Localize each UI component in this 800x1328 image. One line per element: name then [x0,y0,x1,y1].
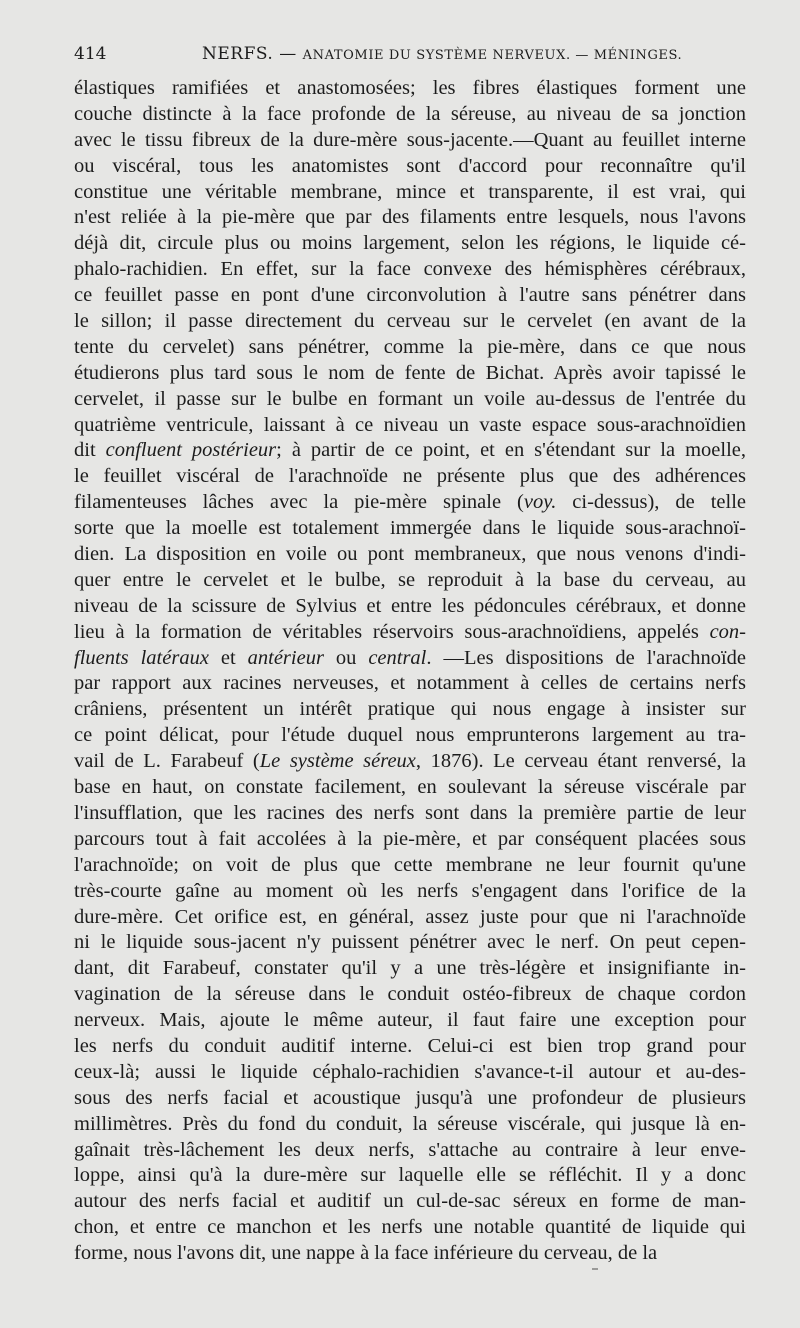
italic-term: con- [709,620,746,643]
body-text [74,76,746,1267]
text-line [74,309,746,335]
text-line [74,154,746,180]
text-line [74,257,746,283]
text-line [74,905,746,931]
text-run: déjà dit, circule plus ou moins largement, selon les régions, le liquide cé- [74,232,746,255]
text-line [74,1112,746,1138]
text-line [74,413,746,439]
text-run: dant, dit Farabeuf, constater qu'il y a une très-légère et insignifiante in- [74,957,746,980]
text-run: tente du cervelet) sans pénétrer, comme la pie-mère, dans ce que nous [74,335,746,358]
text-run: n'est reliée à la pie-mère que par des filaments entre lesquels, nous l'avons [74,206,746,229]
text-line [74,1215,746,1241]
italic-term: voy. [523,491,557,514]
text-run: couche distincte à la face profonde de la séreuse, au niveau de sa jonction [74,102,746,125]
text-run: avec le tissu fibreux de la dure-mère sous-jacente.—Quant au feuillet interne [74,128,746,151]
text-line [74,1034,746,1060]
text-line [74,594,746,620]
text-run: vail de L. Farabeuf ( [74,750,260,773]
text-run: dure-mère. Cet orifice est, en général, assez juste pour que ni l'arachnoïde [74,905,746,928]
text-run: base en haut, on constate facilement, en soulevant la séreuse viscérale par [74,776,746,799]
text-run: ou viscéral, tous les anatomistes sont d'accord pour reconnaître qu'il [74,154,746,177]
text-run: phalo-rachidien. En effet, sur la face convexe des hémisphères cérébraux, [74,258,746,281]
text-run: étudierons plus tard sous le nom de fente de Bichat. Après avoir tapissé le [74,361,746,384]
text-run: sous des nerfs facial et acoustique jusqu'à une profondeur de plusieurs [74,1086,746,1109]
italic-term: fluents latéraux [74,646,209,669]
text-run: . —Les dispositions de l'arachnoïde [426,646,747,669]
text-line [74,516,746,542]
text-run: forme, nous l'avons dit, une nappe à la face inférieure du cerveau, de la [74,1242,658,1265]
text-run: constitue une véritable membrane, mince et transparente, il est vrai, qui [74,180,746,203]
text-run: ; à partir de ce point, et en s'étendant sur la moelle, [276,439,746,462]
text-run: ni le liquide sous-jacent n'y puissent pénétrer avec le nerf. On peut cepen- [74,931,746,954]
text-run: élastiques ramifiées et anastomosées; les fibres élastiques forment une [74,77,746,99]
text-run: crâniens, présentent un intérêt pratique qui nous engage à insister sur [74,698,746,721]
text-run: ce point délicat, pour l'étude duquel nous emprunterons largement au tra- [74,724,746,747]
text-run: ce feuillet passe en pont d'une circonvolution à l'autre sans pénétrer dans [74,284,746,307]
running-title-section: NERFS. — [202,44,303,64]
text-run: ou [323,646,369,669]
text-line [74,283,746,309]
text-run: ceux-là; aussi le liquide céphalo-rachidien s'avance-t-il autour et au-des- [74,1060,746,1083]
text-line [74,361,746,387]
text-run: vagination de la séreuse dans le conduit ostéo-fibreux de chaque cordon [74,983,746,1006]
text-line [74,620,746,646]
text-run: gaînait très-lâchement les deux nerfs, s'attache au contraire à leur enve- [74,1138,746,1161]
text-line [74,231,746,257]
text-run: très-courte gaîne au moment où les nerfs s'engagent dans l'orifice de la [74,879,746,902]
text-line [74,568,746,594]
text-run: ci-dessus), de telle [556,491,746,514]
text-run: et [208,646,248,669]
text-line [74,1189,746,1215]
text-run: les nerfs du conduit auditif interne. Celui-ci est bien trop grand pour [74,1034,746,1057]
text-run: filamenteuses lâches avec la pie-mère spinale ( [74,491,524,514]
text-line [74,490,746,516]
text-line [74,775,746,801]
text-line [74,671,746,697]
text-run: cervelet, il passe sur le bulbe en formant un voile au-dessus de l'entrée du [74,387,746,410]
text-line [74,982,746,1008]
text-line [74,542,746,568]
text-line [74,205,746,231]
text-line [74,387,746,413]
text-line [74,827,746,853]
text-line [74,697,746,723]
text-line [74,723,746,749]
text-line [74,1163,746,1189]
text-line [74,180,746,206]
text-run: , 1876). Le cerveau étant renversé, la [415,750,746,773]
text-line [74,1086,746,1112]
text-run: parcours tout à fait accolées à la pie-mère, et par conséquent placées sous [74,827,746,850]
text-line [74,438,746,464]
italic-term: antérieur [247,646,324,669]
page-number: 414 [74,44,107,64]
text-run: sorte que la moelle est totalement immergée dans le liquide sous-arachnoï- [74,517,746,540]
text-line [74,930,746,956]
text-run: l'insufflation, que les racines des nerfs sont dans la première partie de leur [74,801,746,824]
text-run: autour des nerfs facial et auditif un cul-de-sac séreux en forme de man- [74,1190,746,1213]
text-run: quatrième ventricule, laissant à ce niveau un vaste espace sous-arachnoïdien [74,413,746,436]
italic-term: Le système séreux [259,750,416,773]
text-line [74,1060,746,1086]
print-speck [592,1268,598,1270]
text-run: dien. La disposition en voile ou pont membraneux, que nous venons d'indi- [74,543,746,566]
text-line [74,76,746,102]
text-run: chon, et entre ce manchon et les nerfs une notable quantité de liquide qui [74,1216,746,1239]
text-line [74,646,746,672]
text-line [74,853,746,879]
text-run: millimètres. Près du fond du conduit, la séreuse viscérale, qui jusque là en- [74,1112,746,1135]
text-run: par rapport aux racines nerveuses, et notamment à celles de certains nerfs [74,672,746,695]
text-line [74,1138,746,1164]
text-run: niveau de la scissure de Sylvius et entre les pédoncules cérébraux, et donne [74,594,746,617]
italic-term: confluent postérieur [105,439,277,462]
text-run: lieu à la formation de véritables réservoirs sous-arachnoïdiens, appelés [74,620,710,643]
text-run: le sillon; il passe directement du cerveau sur le cervelet (en avant de la [74,310,746,333]
text-line [74,749,746,775]
text-line [74,102,746,128]
text-run: dit [74,439,106,462]
text-run: nerveux. Mais, ajoute le même auteur, il faut faire une exception pour [74,1009,746,1032]
italic-term: central [368,646,427,669]
text-line [74,801,746,827]
text-run: loppe, ainsi qu'à la dure-mère sur laquelle elle se réfléchit. Il y a donc [74,1164,746,1187]
text-run: l'arachnoïde; on voit de plus que cette membrane ne leur fournit qu'une [74,853,746,876]
text-line [74,879,746,905]
running-title-chapter: ANATOMIE DU SYSTÈME NERVEUX. — MÉNINGES. [302,48,683,63]
text-line [74,956,746,982]
running-header [74,44,746,74]
text-line [74,464,746,490]
text-line [74,1241,746,1267]
text-run: quer entre le cervelet et le bulbe, se reproduit à la base du cerveau, au [74,568,746,591]
text-line [74,128,746,154]
text-line [74,335,746,361]
text-line [74,1008,746,1034]
text-run: le feuillet viscéral de l'arachnoïde ne présente plus que des adhérences [74,465,746,488]
running-title [202,44,682,64]
